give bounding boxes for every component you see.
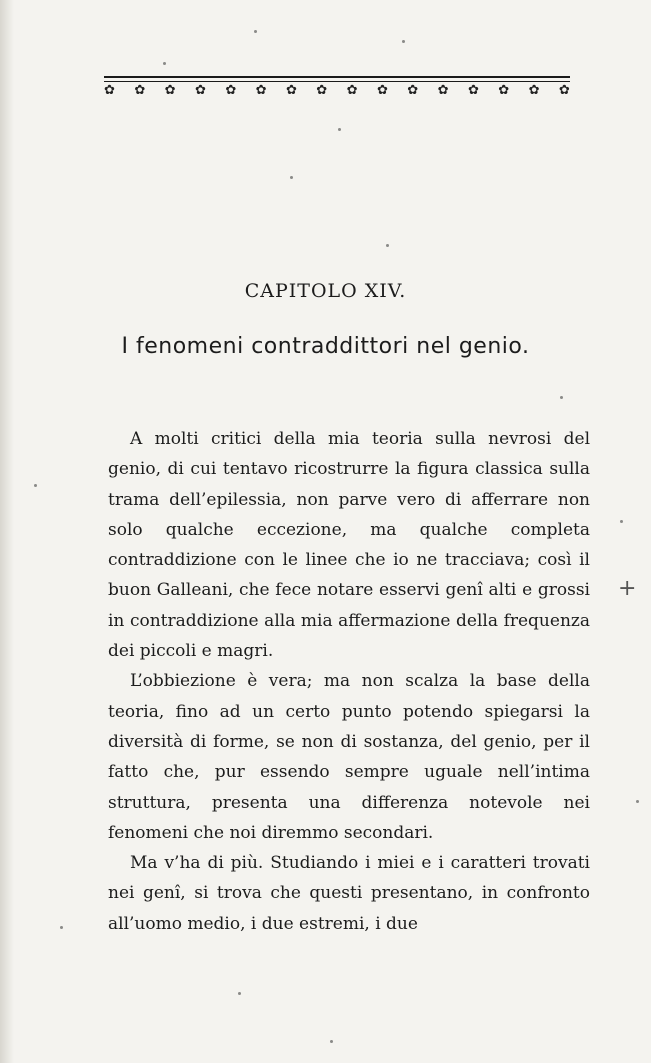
margin-cross-mark: + [618,576,637,601]
ornament-icon: ✿ [498,82,510,98]
header-rule [104,76,570,78]
ornament-icon: ✿ [134,82,146,98]
ornament-icon: ✿ [437,82,449,98]
ornament-icon: ✿ [104,82,115,98]
body-text [108,424,590,939]
print-speck [330,1040,333,1043]
chapter-title: I fenomeni contraddittori nel genio. [121,334,530,359]
print-speck [290,176,293,179]
print-speck [163,62,166,65]
print-speck [34,484,37,487]
print-speck [254,30,257,33]
print-speck [60,926,63,929]
ornament-icon: ✿ [467,82,479,98]
paragraph: Ma v’ha di più. Studiando i miei e i caratteri trovati nei genî, si trova che questi presentano, in confronto all’uomo medio, i due estremi, i due [108,853,590,934]
ornament-icon: ✿ [558,82,570,98]
decorative-ornament-band [104,82,570,98]
paragraph: L’obbiezione è vera; ma non scalza la base della teoria, fino ad un certo punto potendo spiegarsi la diversità di forme, se non di sostanza, del genio, per il fatto che, pur essendo sempre uguale nell’intima struttura, presenta una differenza notevole nei fenomeni che noi diremmo secondari. [108,671,590,843]
ornament-icon: ✿ [194,82,206,98]
print-speck [238,992,241,995]
ornament-icon: ✿ [316,82,328,98]
ornament-icon: ✿ [255,82,267,98]
chapter-heading: CAPITOLO XIV. [244,280,407,302]
ornament-icon: ✿ [376,82,388,98]
print-speck [636,800,639,803]
page-edge-shadow [0,0,14,1063]
paragraph: A molti critici della mia teoria sulla nevrosi del genio, di cui tentavo ricostrurre la figura classica sulla trama dell’epilessia, non parve vero di afferrare non solo qualche eccezione, ma qualche completa contraddizione con le linee che io ne tracciava; così il buon Galleani, che fece notare esservi genî alti e grossi in contraddizione alla mia affermazione della frequenza dei piccoli e magri. [108,429,590,662]
ornament-icon: ✿ [528,82,540,98]
print-speck [386,244,389,247]
ornament-icon: ✿ [407,82,419,98]
ornament-icon: ✿ [225,82,237,98]
print-speck [338,128,341,131]
ornament-icon: ✿ [346,82,358,98]
print-speck [402,40,405,43]
ornament-icon: ✿ [164,82,176,98]
print-speck [620,520,623,523]
ornament-icon: ✿ [285,82,297,98]
print-speck [560,396,563,399]
